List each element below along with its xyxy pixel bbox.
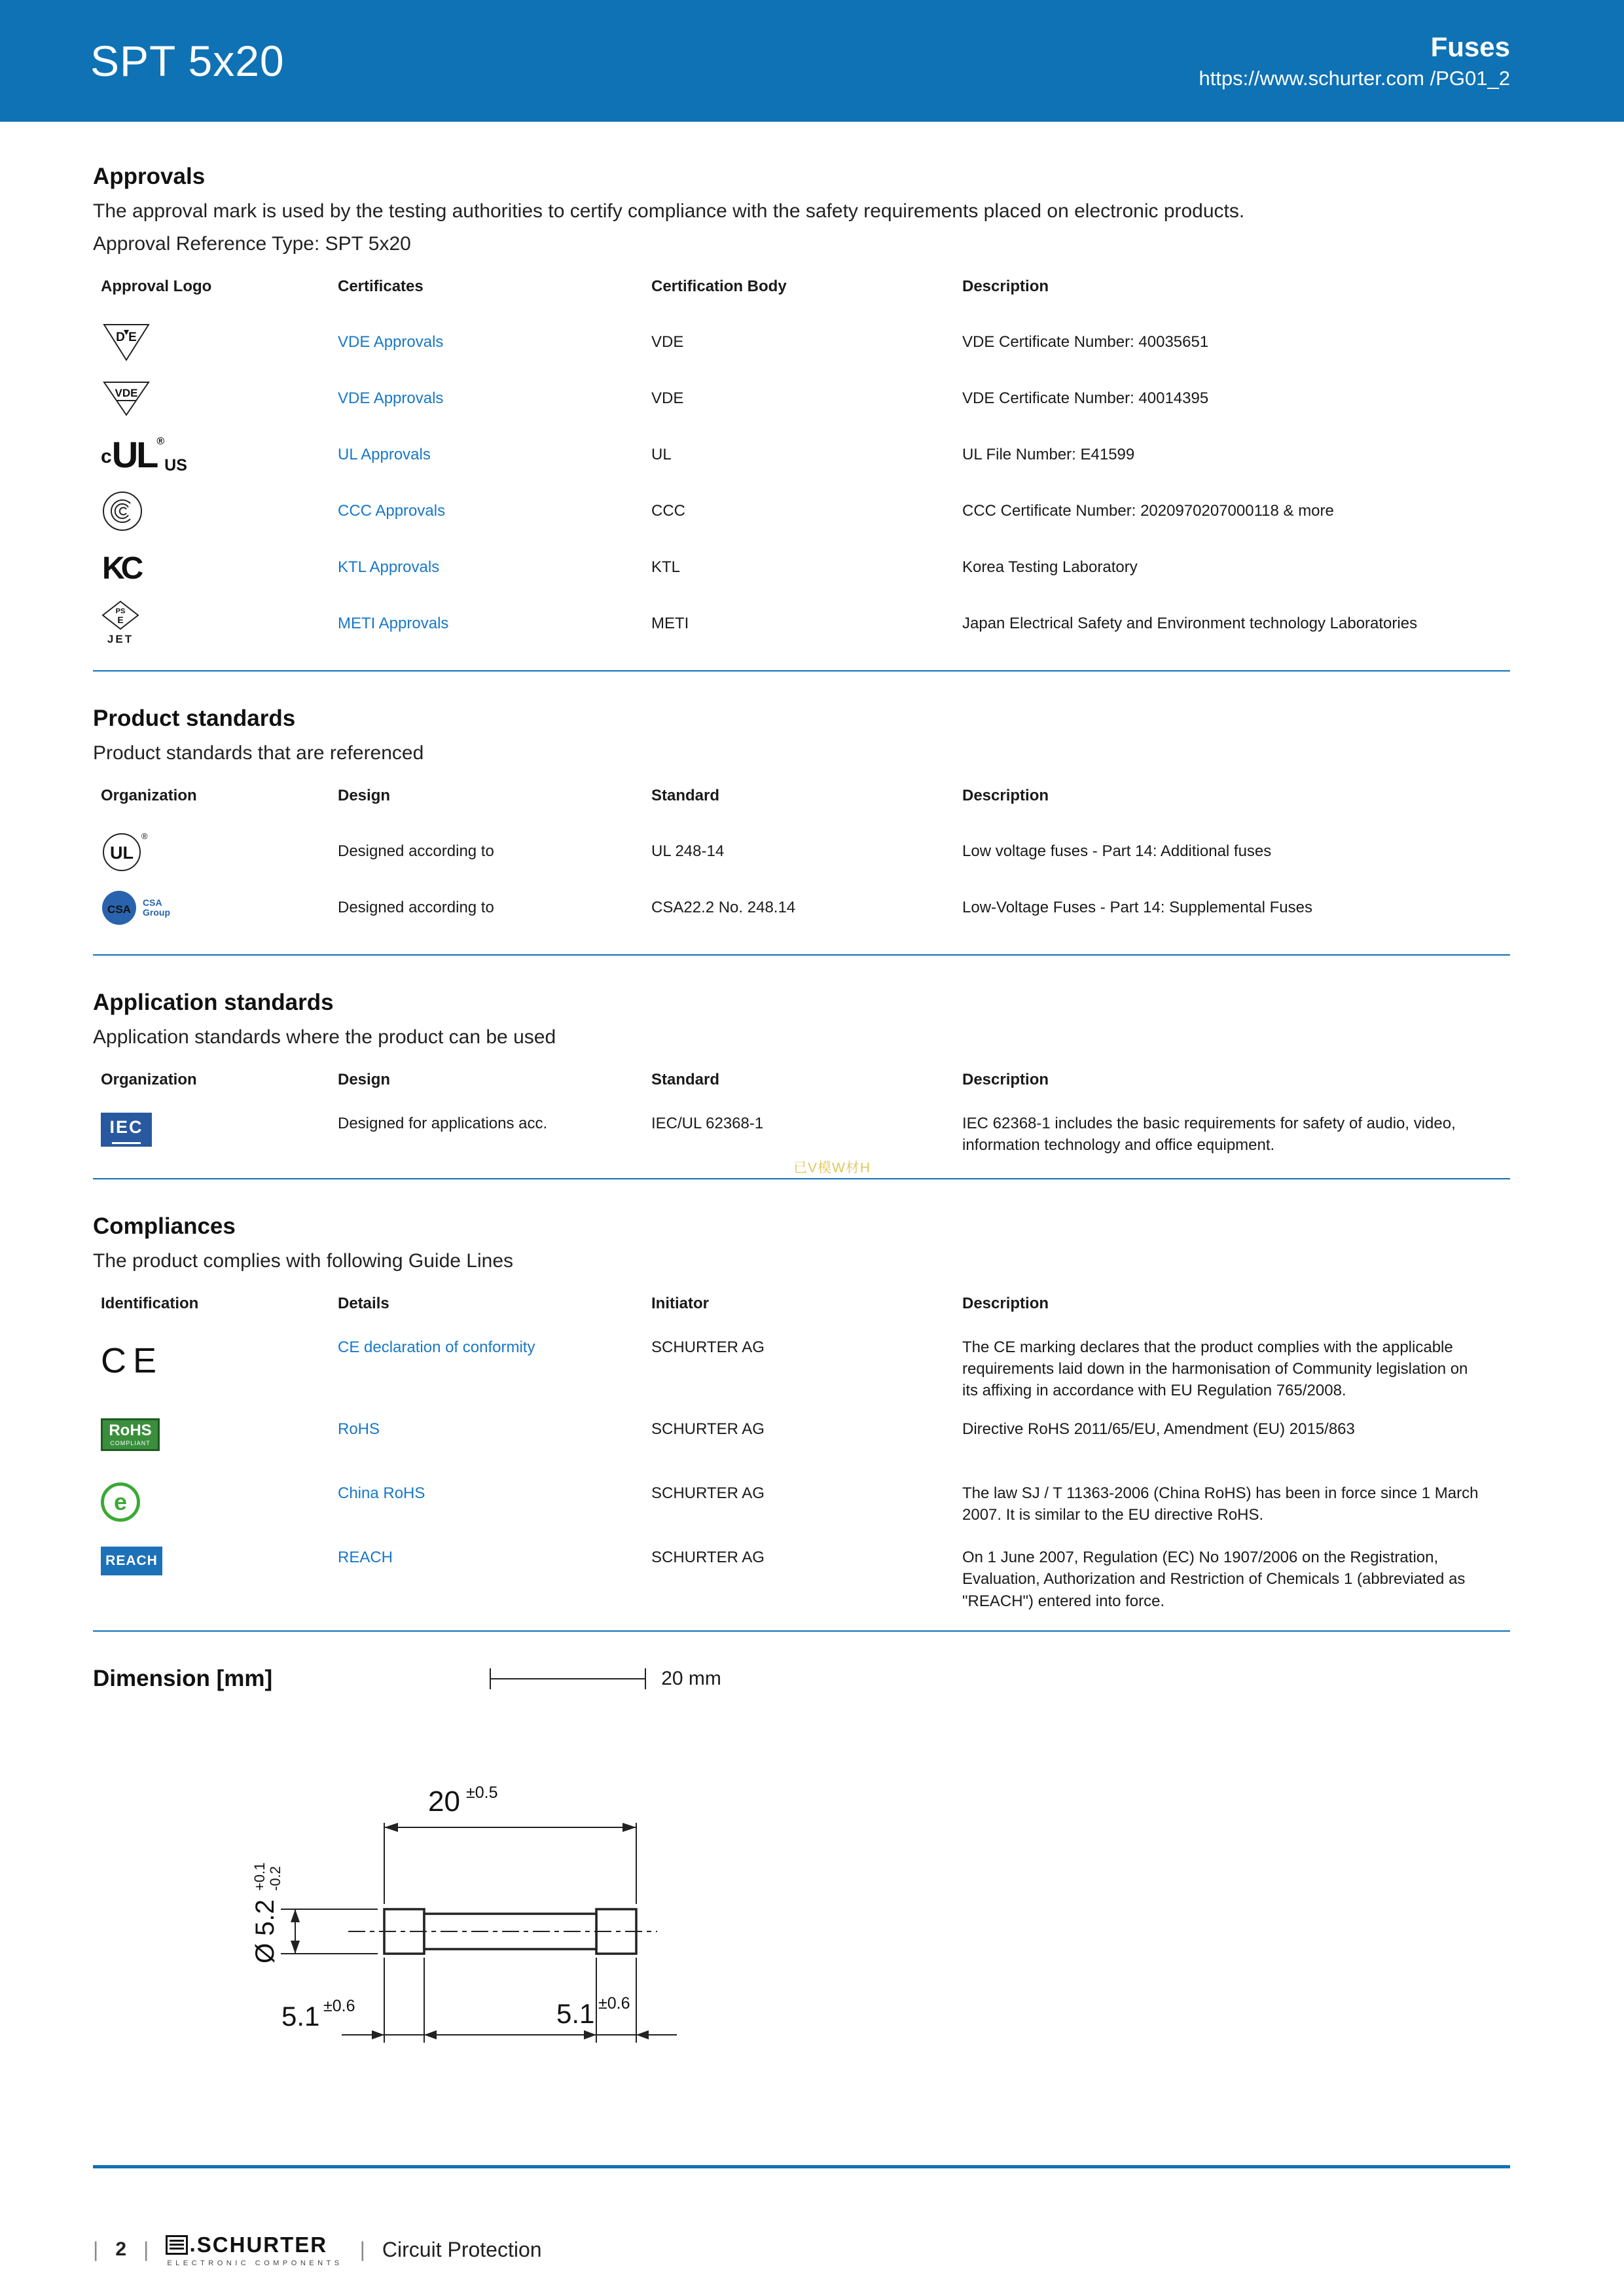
svg-text:UL: UL [110, 843, 134, 863]
col-identification: Identification [101, 1295, 199, 1312]
approvals-intro: The approval mark is used by the testing authorities to certify compliance with the safety requirements placed on electronic products. [93, 200, 1245, 222]
approvals-heading: Approvals [93, 164, 206, 189]
compliances-intro: The product complies with following Guide Lines [93, 1250, 513, 1272]
header-right [1199, 31, 1510, 90]
approvals-section [93, 164, 1510, 672]
col-description: Description [962, 1295, 1049, 1312]
row-description: Korea Testing Laboratory [962, 558, 1138, 577]
kc-logo [101, 548, 148, 586]
footer-separator: | [359, 2237, 365, 2261]
compliances-heading: Compliances [93, 1213, 236, 1239]
page-title: SPT 5x20 [90, 37, 285, 85]
table-row [93, 427, 1510, 483]
row-description: The CE marking declares that the product complies with the applicable requirements laid down in the harmonisation of Community legislation on its affixing in accordance with EU Regulation 765/2008. [962, 1338, 1468, 1400]
col-description: Description [962, 278, 1049, 295]
col-description: Description [962, 1071, 1049, 1088]
certification-body: VDE [651, 389, 684, 408]
product-standards-section [93, 706, 1510, 956]
col-design: Design [338, 1071, 391, 1088]
application-standards-section [93, 990, 1510, 1179]
footer [93, 2232, 542, 2267]
col-standard: Standard [651, 1071, 720, 1088]
svg-text:PS: PS [115, 607, 126, 616]
header-bar [0, 0, 1624, 122]
svg-text:KC: KC [102, 551, 140, 586]
application-standards-intro: Application standards where the product can be used [93, 1026, 556, 1048]
product-standards-intro: Product standards that are referenced [93, 742, 424, 764]
dimension-section [93, 1666, 1510, 2168]
vde-logo [101, 379, 152, 418]
svg-text:+0.1: +0.1 [251, 1862, 268, 1891]
row-description: Low voltage fuses - Part 14: Additional fuses [962, 842, 1272, 861]
compliance-link[interactable]: RoHS [338, 1420, 380, 1439]
row-description: Low-Voltage Fuses - Part 14: Supplemental Fuses [962, 899, 1312, 917]
col-approval-logo: Approval Logo [101, 278, 212, 295]
svg-text:±0.5: ±0.5 [466, 1783, 498, 1802]
ccc-logo [101, 490, 144, 533]
table-row [93, 370, 1510, 427]
row-description: On 1 June 2007, Regulation (EC) No 1907/2006 on the Registration, Evaluation, Authorization and Restriction of Chemicals 1 (abbreviated as "REACH") entered into force. [962, 1549, 1466, 1610]
csa-group-logo [101, 889, 170, 926]
table-row [93, 596, 1510, 652]
certification-body: METI [651, 615, 689, 633]
row-description: CCC Certificate Number: 2020970207000118 & more [962, 502, 1334, 520]
svg-text:±0.6: ±0.6 [598, 1994, 630, 2013]
footer-separator: | [143, 2237, 149, 2261]
row-description: Directive RoHS 2011/65/EU, Amendment (EU) 2015/863 [962, 1420, 1355, 1439]
cul-us-logo [101, 433, 187, 475]
approvals-table-header [93, 278, 1510, 296]
china-rohs-logo: e [101, 1482, 140, 1522]
section-divider [93, 670, 1510, 672]
ul-us: US [164, 456, 187, 475]
initiator-text: SCHURTER AG [651, 1338, 765, 1356]
svg-text:Ø 5.2: Ø 5.2 [251, 1899, 280, 1964]
certification-body: KTL [651, 558, 681, 577]
col-standard: Standard [651, 787, 720, 804]
table-row [93, 483, 1510, 539]
approvals-reference: Approval Reference Type: SPT 5x20 [93, 233, 411, 255]
row-description: IEC 62368-1 includes the basic requirements for safety of audio, video, information technology and office equipment. [962, 1115, 1456, 1155]
certificate-link[interactable]: UL Approvals [338, 446, 431, 464]
meti-jet-logo [101, 600, 140, 647]
compliance-link[interactable]: China RoHS [338, 1484, 425, 1503]
row-description: The law SJ / T 11363-2006 (China RoHS) has been in force since 1 March 2007. It is similar to the EU directive RoHS. [962, 1484, 1479, 1524]
svg-text:-0.2: -0.2 [267, 1865, 283, 1891]
certificate-link[interactable]: KTL Approvals [338, 558, 440, 577]
certificate-link[interactable]: METI Approvals [338, 615, 449, 633]
col-certification-body: Certification Body [651, 278, 787, 295]
certificate-link[interactable]: VDE Approvals [338, 389, 444, 408]
page-number: 2 [115, 2238, 126, 2260]
table-row [93, 539, 1510, 596]
svg-text:E: E [117, 615, 124, 626]
footer-separator: | [93, 2237, 99, 2261]
table-row [93, 1413, 1510, 1465]
col-design: Design [338, 787, 391, 804]
dimension-heading: Dimension [mm] [93, 1665, 273, 1691]
compliances-table-header [93, 1295, 1510, 1313]
certification-body: UL [651, 446, 672, 464]
ul-letters: UL [111, 433, 157, 475]
csa-text-2: Group [143, 907, 170, 918]
iec-text: IEC [109, 1117, 143, 1137]
table-row [93, 880, 1510, 936]
initiator-text: SCHURTER AG [651, 1420, 765, 1439]
header-url: https://www.schurter.com /PG01_2 [1199, 67, 1510, 90]
certificate-link[interactable]: VDE Approvals [338, 333, 444, 351]
brand-dot: . [189, 2232, 196, 2257]
compliance-link[interactable]: CE declaration of conformity [338, 1338, 535, 1356]
standard-text: CSA22.2 No. 248.14 [651, 899, 796, 917]
vde-mark-logo [101, 321, 152, 364]
scale-bar [488, 1666, 721, 1692]
table-row [93, 1331, 1510, 1401]
footer-tagline: Circuit Protection [382, 2237, 542, 2261]
schurter-logo-icon [166, 2235, 188, 2255]
csa-text-1: CSA [143, 897, 162, 908]
fuse-dimension-drawing [244, 1776, 695, 2051]
product-standards-heading: Product standards [93, 706, 296, 731]
section-divider [93, 954, 1510, 956]
schurter-logo [166, 2232, 342, 2267]
product-category: Fuses [1430, 31, 1510, 62]
row-description: VDE Certificate Number: 40014395 [962, 389, 1209, 408]
ul-logo [101, 830, 148, 873]
product-standards-table-header [93, 787, 1510, 805]
svg-text:D E: D E [116, 331, 137, 344]
svg-text:®: ® [141, 831, 148, 841]
application-standards-table-header [93, 1071, 1510, 1089]
initiator-text: SCHURTER AG [651, 1484, 765, 1503]
section-divider [93, 1630, 1510, 1632]
col-organization: Organization [101, 787, 197, 804]
page-bottom-divider [93, 2165, 1510, 2168]
fuse-drawing [244, 1776, 702, 2054]
rohs-logo [101, 1418, 160, 1451]
svg-text:5.1: 5.1 [281, 2000, 320, 2032]
registered-icon: ® [156, 435, 165, 447]
section-divider [93, 1178, 1510, 1179]
reach-logo: REACH [101, 1547, 162, 1575]
brand-subtitle: ELECTRONIC COMPONENTS [167, 2259, 343, 2267]
compliance-link[interactable]: REACH [338, 1549, 393, 1567]
col-initiator: Initiator [651, 1295, 709, 1312]
certification-body: VDE [651, 333, 684, 351]
svg-text:CSA: CSA [107, 903, 131, 916]
svg-text:±0.6: ±0.6 [323, 1996, 355, 2015]
table-row [93, 823, 1510, 880]
initiator-text: SCHURTER AG [651, 1549, 765, 1567]
certification-body: CCC [651, 502, 685, 520]
row-description: VDE Certificate Number: 40035651 [962, 333, 1209, 351]
row-description: Japan Electrical Safety and Environment technology Laboratories [962, 615, 1418, 633]
content [0, 122, 1624, 2168]
design-text: Designed according to [338, 842, 494, 861]
rohs-compliant-text: COMPLIANT [110, 1440, 151, 1447]
col-certificates: Certificates [338, 278, 424, 295]
design-text: Designed for applications acc. [338, 1115, 548, 1132]
svg-text:20: 20 [428, 1785, 460, 1818]
table-row [93, 1541, 1510, 1611]
jet-label: JET [107, 633, 134, 646]
table-row [93, 1107, 1510, 1160]
svg-text:5.1: 5.1 [556, 1998, 595, 2029]
standard-text: UL 248-14 [651, 842, 725, 861]
svg-text:VDE: VDE [115, 387, 138, 399]
rohs-text: RoHS [109, 1422, 152, 1440]
ul-c: c [101, 445, 112, 467]
col-organization: Organization [101, 1071, 197, 1088]
certificate-link[interactable]: CCC Approvals [338, 502, 446, 520]
design-text: Designed according to [338, 899, 494, 917]
table-row [93, 314, 1510, 370]
row-description: UL File Number: E41599 [962, 446, 1135, 464]
table-row [93, 1477, 1510, 1530]
iec-logo [101, 1113, 152, 1147]
brand-name: SCHURTER [196, 2232, 328, 2257]
compliances-section [93, 1213, 1510, 1632]
col-description: Description [962, 787, 1049, 804]
scale-label: 20 mm [661, 1667, 721, 1689]
watermark: 已V模W材H [793, 1160, 871, 1175]
col-details: Details [338, 1295, 389, 1312]
ce-logo: CE [101, 1341, 164, 1380]
standard-text: IEC/UL 62368-1 [651, 1115, 764, 1132]
application-standards-heading: Application standards [93, 990, 334, 1015]
